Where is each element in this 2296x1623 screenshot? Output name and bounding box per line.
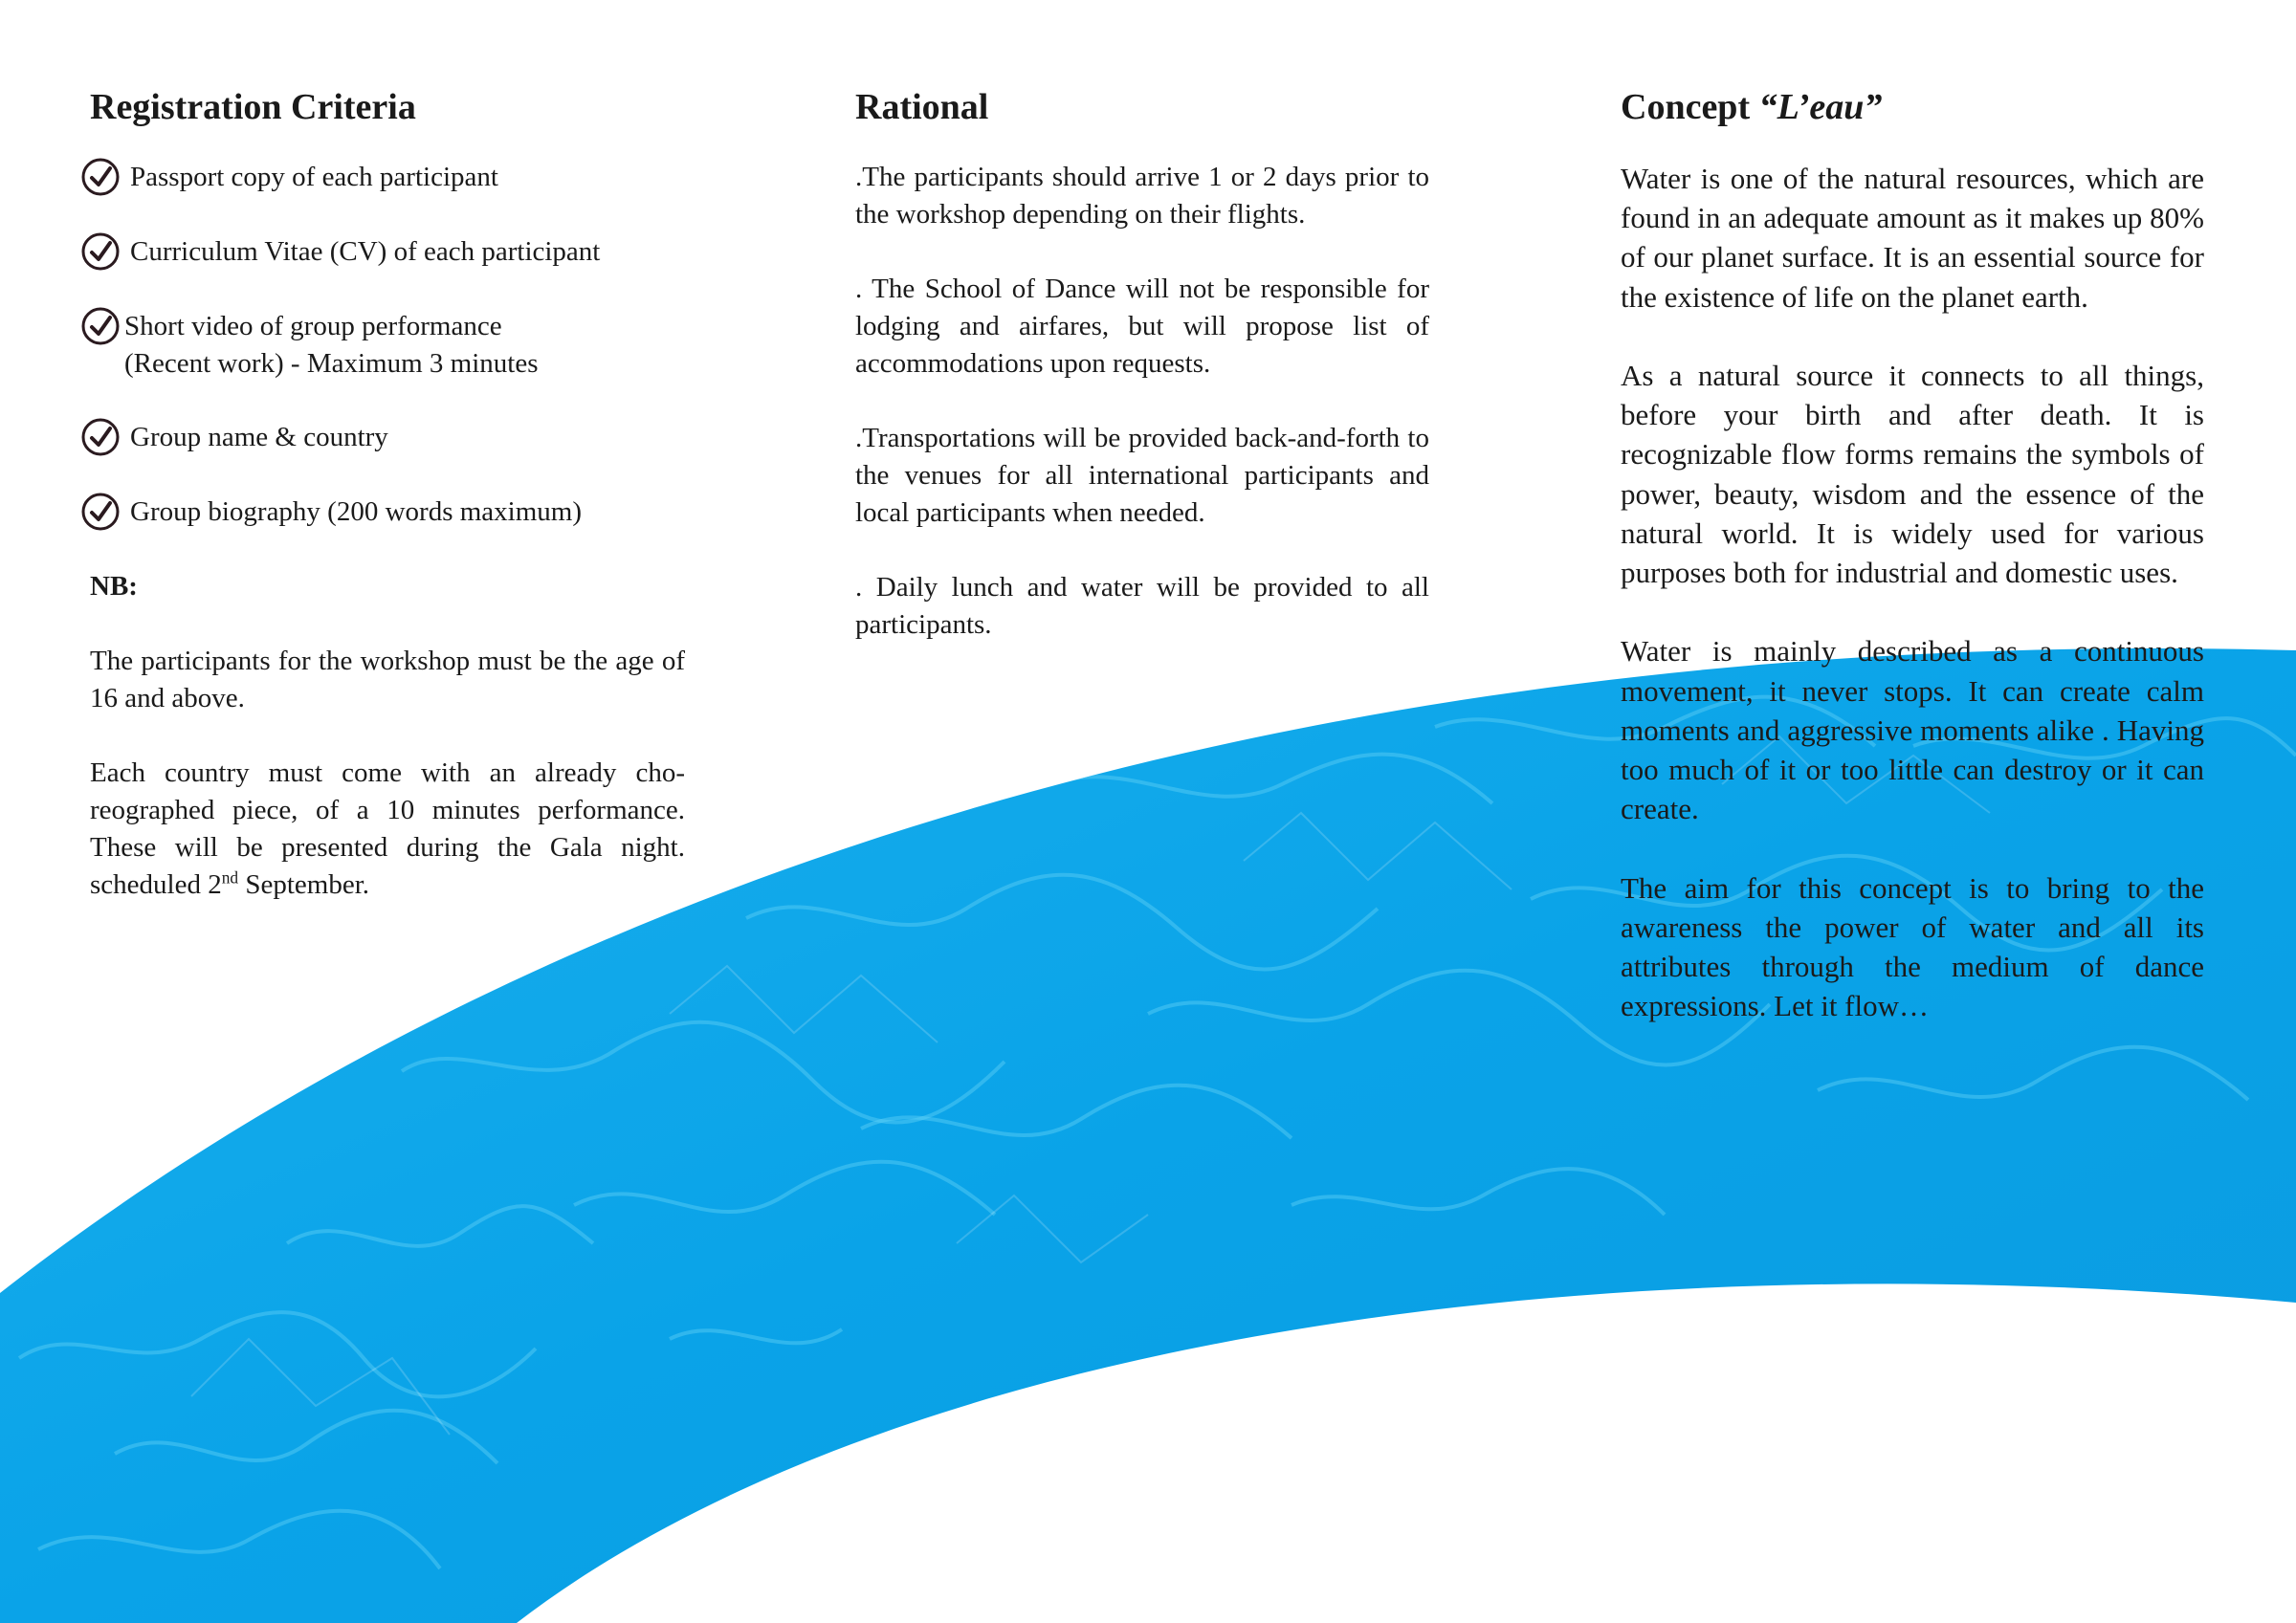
nb-label: NB: <box>90 571 138 602</box>
criteria-text: Short video of group performance (Recent work) - Maximum 3 minutes <box>124 311 539 379</box>
nb-paragraph: The participants for the workshop must be the age of 16 and above. <box>90 646 685 713</box>
criteria-item <box>80 308 685 383</box>
criteria-item <box>80 233 685 272</box>
concept-paragraph: As a natural source it connects to all things, before your birth and after death. It is recognizable flow forms remains the symbols of power, beauty, wisdom and the essence of the natural world. It is widely used for various purposes both for industrial and domestic uses. <box>1621 359 2204 590</box>
criteria-item <box>80 159 685 197</box>
check-circle-icon <box>80 417 121 457</box>
rational-paragraph: .Transportations will be provided back-and-forth to the venues for all international participants and local participants when needed. <box>855 423 1429 528</box>
registration-criteria-list <box>80 159 685 532</box>
check-circle-icon <box>80 492 121 532</box>
criteria-text: Group name & country <box>130 422 388 452</box>
rational-column <box>855 80 1429 681</box>
concept-heading <box>1621 80 2204 134</box>
criteria-text: Passport copy of each participant <box>130 162 498 192</box>
criteria-text: Group biography (200 words maximum) <box>130 496 582 527</box>
nb-paragraph-text: Each country must come with an already choreographed piece, of a 10 minutes performance. These will be presented during the Gala night. scheduled 2 <box>90 757 685 900</box>
criteria-text: Curriculum Vitae (CV) of each participant <box>130 236 601 267</box>
ordinal-suffix: nd <box>221 867 239 888</box>
check-circle-icon <box>80 231 121 272</box>
rational-heading: Rational <box>855 87 989 127</box>
concept-heading-prefix: Concept <box>1621 87 1759 127</box>
registration-column <box>90 80 685 941</box>
concept-heading-accent: “L’eau” <box>1758 87 1883 127</box>
rational-paragraph: .The participants should arrive 1 or 2 days prior to the workshop depending on their flights. <box>855 162 1429 230</box>
concept-paragraph: The aim for this concept is to bring to the awareness the power of water and all its attributes through the medium of dance expressions. Let it flow… <box>1621 870 2204 1023</box>
criteria-item <box>80 419 685 457</box>
rational-paragraph: . The School of Dance will not be responsible for lodging and airfares, but will propose list of accommodations upon requests. <box>855 274 1429 379</box>
concept-column <box>1621 80 2204 1065</box>
check-circle-icon <box>80 157 121 197</box>
check-circle-icon <box>80 306 121 346</box>
criteria-item <box>80 493 685 532</box>
concept-paragraph: Water is one of the natural resources, which are found in an adequate amount as it makes up 80% of our planet surface. It is an essential source for the existence of life on the planet earth. <box>1621 162 2204 314</box>
nb-paragraph <box>90 755 685 904</box>
rational-paragraph: . Daily lunch and water will be provided to all participants. <box>855 572 1429 640</box>
concept-paragraph: Water is mainly described as a continuous movement, it never stops. It can create calm moments and aggressive moments alike . Having too much of it or too little can destroy or it can create. <box>1621 634 2204 826</box>
registration-heading: Registration Criteria <box>90 87 416 127</box>
nb-paragraph-end: September. <box>238 869 370 900</box>
